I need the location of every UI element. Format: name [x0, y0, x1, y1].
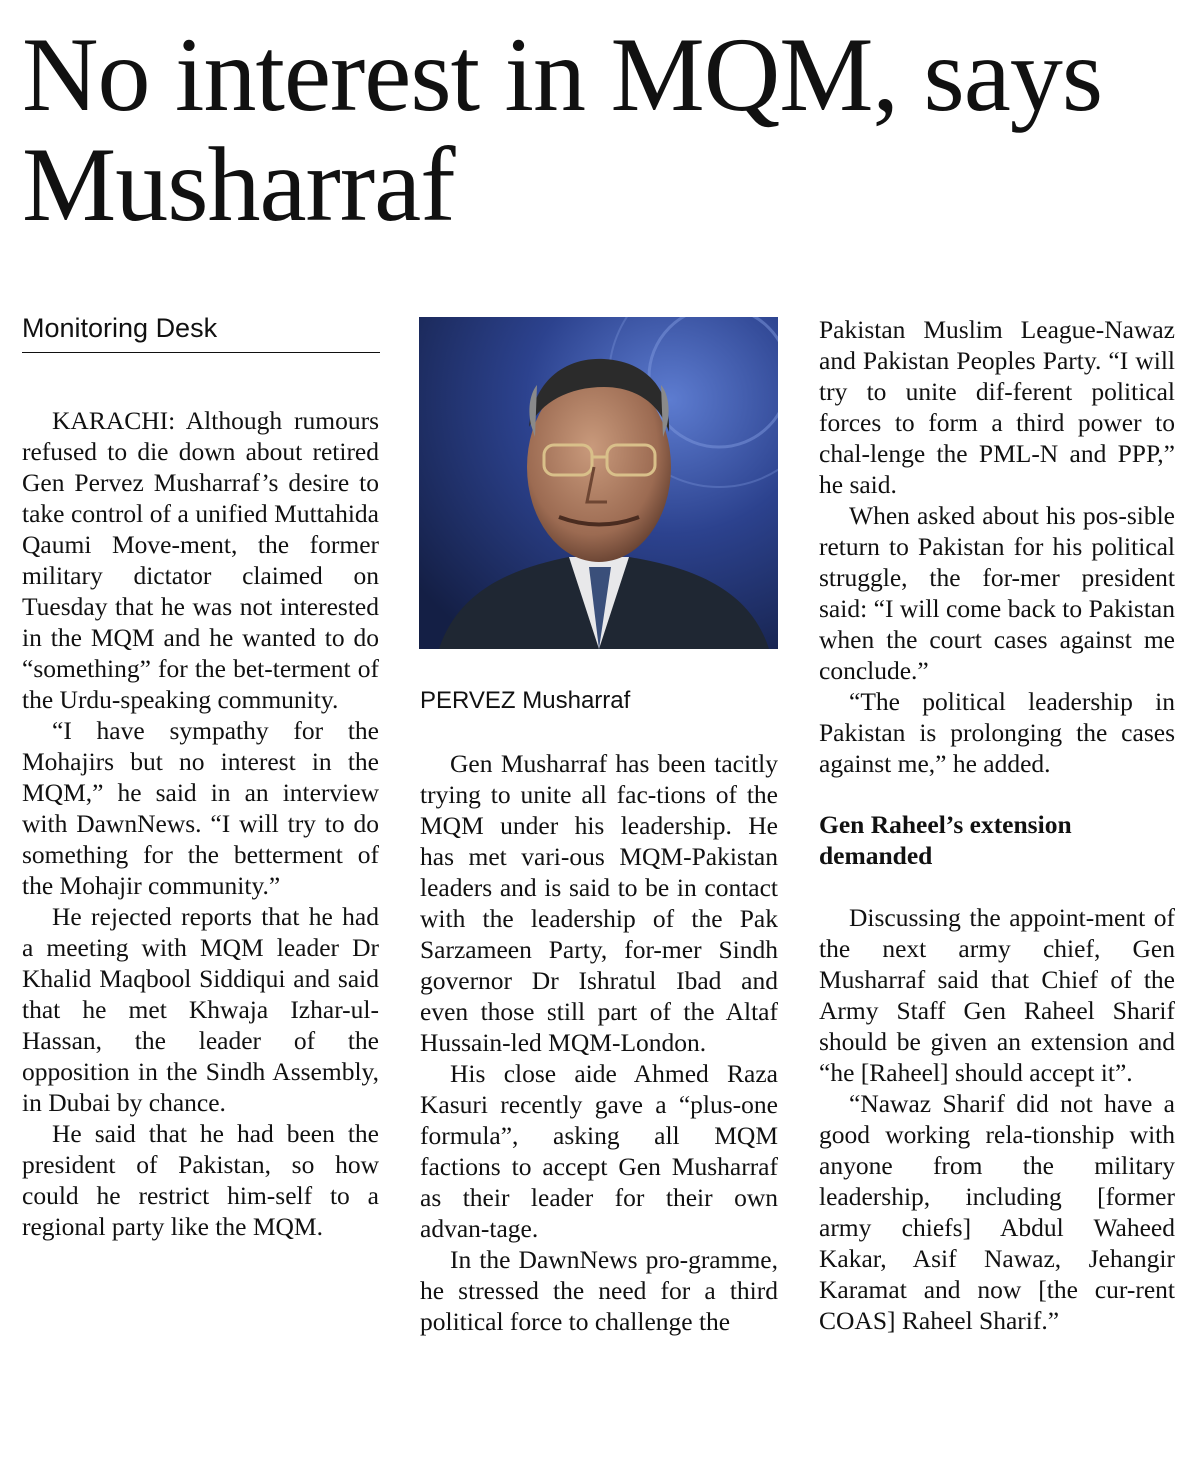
portrait-photo — [419, 317, 778, 649]
subheading: Gen Raheel’s extension demanded — [819, 810, 1072, 870]
article-column-2 — [420, 748, 778, 1337]
paragraph: “Nawaz Sharif did not have a good working rela-tionship with anyone from the military leadership, including [former army chiefs] Abdul Waheed Kakar, Asif Nawaz, Jehangir Karamat and now [the cur-rent COAS] Raheel Sharif.” — [819, 1089, 1175, 1335]
paragraph: KARACHI: Although rumours refused to die down about retired Gen Pervez Musharraf’s desire to take control of a unified Muttahida Qaumi Move-ment, the former military dictator claimed on Tuesday that he was not interested in the MQM and he wanted to do “something” for the bet-terment of the Urdu-speaking community. — [22, 406, 379, 714]
paragraph: His close aide Ahmed Raza Kasuri recently gave a “plus-one formula”, asking all MQM factions to accept Gen Musharraf as their leader for their own advan-tage. — [420, 1059, 778, 1243]
paragraph: He rejected reports that he had a meeting with MQM leader Dr Khalid Maqbool Siddiqui and said that he met Khwaja Izhar-ul-Hassan, the leader of the opposition in the Sindh Assembly, in Dubai by chance. — [22, 902, 379, 1117]
paragraph-continued: Pakistan Muslim League-Nawaz and Pakistan Peoples Party. “I will try to unite dif-ferent political forces to form a third power to chal-lenge the PML-N and PPP,” he said. — [819, 315, 1175, 499]
headline: No interest in MQM, says Musharraf — [22, 16, 1103, 243]
photo-caption: PERVEZ Musharraf — [420, 687, 631, 714]
byline: Monitoring Desk — [22, 312, 380, 353]
paragraph: Discussing the appoint-ment of the next army chief, Gen Musharraf said that Chief of the Army Staff Gen Raheel Sharif should be given an extension and “he [Raheel] should accept it”. — [819, 903, 1175, 1087]
paragraph: “I have sympathy for the Mohajirs but no interest in the MQM,” he said in an interview with DawnNews. “I will try to do something for the betterment of the Mohajir community.” — [22, 716, 379, 900]
paragraph: He said that he had been the president of Pakistan, so how could he restrict him-self to a regional party like the MQM. — [22, 1119, 379, 1241]
paragraph: Gen Musharraf has been tacitly trying to unite all fac-tions of the MQM under his leadership. He has met vari-ous MQM-Pakistan leaders and is said to be in contact with the leadership of the Pak Sarzameen Party, for-mer Sindh governor Dr Ishratul Ibad and even those still part of the Altaf Hussain-led MQM-London. — [420, 749, 778, 1057]
article-column-3 — [819, 314, 1175, 1336]
article-column-1 — [22, 405, 379, 1242]
paragraph: In the DawnNews pro-gramme, he stressed the need for a third political force to challenge the — [420, 1245, 778, 1336]
paragraph: “The political leadership in Pakistan is prolonging the cases against me,” he added. — [819, 687, 1175, 778]
portrait-illustration — [419, 317, 778, 649]
paragraph: When asked about his pos-sible return to Pakistan for his political struggle, the for-mer president said: “I will come back to Pakistan when the court cases against me conclude.” — [819, 501, 1175, 685]
